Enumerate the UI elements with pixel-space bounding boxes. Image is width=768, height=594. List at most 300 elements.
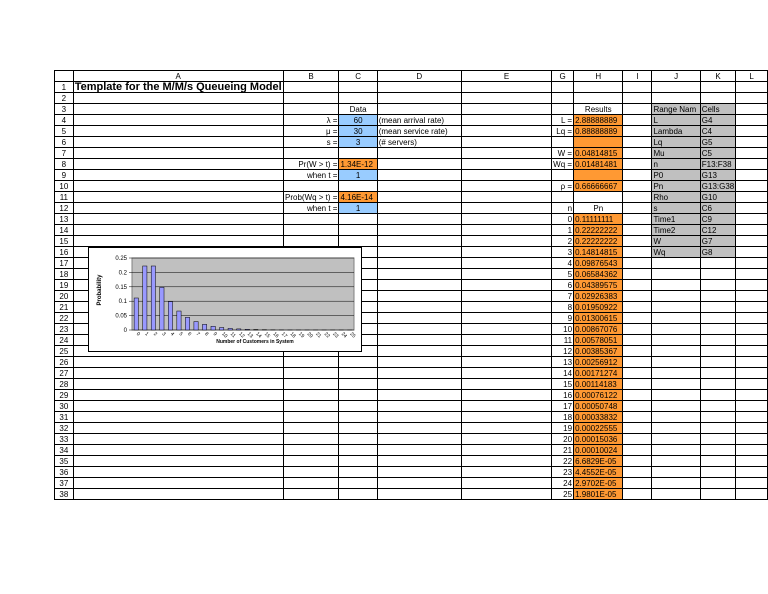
- row-number[interactable]: 29: [55, 390, 74, 401]
- sheet-cell[interactable]: [377, 148, 461, 159]
- sheet-cell[interactable]: [700, 390, 735, 401]
- sheet-cell[interactable]: [623, 478, 652, 489]
- sheet-cell[interactable]: [623, 489, 652, 500]
- sheet-cell[interactable]: [552, 82, 574, 93]
- sheet-cell[interactable]: [574, 93, 623, 104]
- column-header-d[interactable]: D: [377, 71, 461, 82]
- sheet-cell[interactable]: [461, 159, 551, 170]
- sheet-cell[interactable]: [73, 115, 283, 126]
- pn-value-4[interactable]: 0.09876543: [574, 258, 623, 269]
- n-value-17[interactable]: 17: [552, 401, 574, 412]
- row-number[interactable]: 16: [55, 247, 74, 258]
- sheet-cell[interactable]: [377, 346, 461, 357]
- sheet-cell[interactable]: [73, 412, 283, 423]
- sheet-cell[interactable]: [73, 104, 283, 115]
- n-value-5[interactable]: 5: [552, 269, 574, 280]
- sheet-cell[interactable]: [377, 82, 461, 93]
- prw-label[interactable]: Pr(W > t) =: [283, 159, 339, 170]
- range-name-5[interactable]: P0: [652, 170, 700, 181]
- probwq-label[interactable]: Prob(Wq > t) =: [285, 192, 338, 202]
- sheet-cell[interactable]: [283, 104, 339, 115]
- sheet-cell[interactable]: [736, 302, 768, 313]
- sheet-cell[interactable]: [736, 104, 768, 115]
- sheet-cell[interactable]: [377, 478, 461, 489]
- sheet-cell[interactable]: [461, 335, 551, 346]
- results-header[interactable]: Results: [574, 104, 623, 115]
- range-name-0[interactable]: L: [652, 115, 700, 126]
- sheet-cell[interactable]: [461, 412, 551, 423]
- when-t-value[interactable]: 1: [339, 170, 377, 181]
- sheet-cell[interactable]: [552, 104, 574, 115]
- row-number[interactable]: 8: [55, 159, 74, 170]
- mu-label[interactable]: μ =: [283, 126, 339, 137]
- sheet-cell[interactable]: [283, 401, 339, 412]
- sheet-cell[interactable]: [623, 258, 652, 269]
- pn-value-10[interactable]: 0.00867076: [574, 324, 623, 335]
- pn-value-7[interactable]: 0.02926383: [574, 291, 623, 302]
- sheet-cell[interactable]: [377, 489, 461, 500]
- sheet-cell[interactable]: [700, 379, 735, 390]
- row-number[interactable]: 18: [55, 269, 74, 280]
- n-value-20[interactable]: 20: [552, 434, 574, 445]
- sheet-cell[interactable]: [652, 313, 700, 324]
- sheet-cell[interactable]: [339, 467, 377, 478]
- sheet-cell[interactable]: [652, 346, 700, 357]
- sheet-cell[interactable]: [736, 258, 768, 269]
- sheet-cell[interactable]: [377, 170, 461, 181]
- sheet-cell[interactable]: [283, 478, 339, 489]
- sheet-cell[interactable]: [736, 412, 768, 423]
- sheet-cell[interactable]: [736, 247, 768, 258]
- sheet-cell[interactable]: [736, 82, 768, 93]
- n-value-13[interactable]: 13: [552, 357, 574, 368]
- sheet-cell[interactable]: [736, 170, 768, 181]
- sheet-cell[interactable]: [377, 401, 461, 412]
- range-name-3[interactable]: Mu: [652, 148, 700, 159]
- sheet-cell[interactable]: [736, 126, 768, 137]
- sheet-cell[interactable]: [700, 313, 735, 324]
- sheet-cell[interactable]: [461, 137, 551, 148]
- sheet-cell[interactable]: [736, 225, 768, 236]
- sheet-cell[interactable]: [700, 302, 735, 313]
- sheet-cell[interactable]: [73, 203, 283, 214]
- row-number[interactable]: 31: [55, 412, 74, 423]
- sheet-cell[interactable]: [652, 478, 700, 489]
- n-value-18[interactable]: 18: [552, 412, 574, 423]
- n-value-12[interactable]: 12: [552, 346, 574, 357]
- row-number[interactable]: 17: [55, 258, 74, 269]
- range-cell-4[interactable]: F13:F38: [700, 159, 735, 170]
- sheet-cell[interactable]: [736, 313, 768, 324]
- sheet-cell[interactable]: [461, 82, 551, 93]
- range-name-11[interactable]: W: [652, 236, 700, 247]
- sheet-cell[interactable]: [73, 456, 283, 467]
- sheet-cell[interactable]: [736, 93, 768, 104]
- sheet-cell[interactable]: [652, 258, 700, 269]
- sheet-cell[interactable]: [736, 203, 768, 214]
- sheet-cell[interactable]: [73, 236, 283, 247]
- range-cell-3[interactable]: C5: [700, 148, 735, 159]
- range-name-7[interactable]: Rho: [652, 192, 700, 203]
- pn-value-0[interactable]: 0.11111111: [574, 214, 623, 225]
- sheet-cell[interactable]: [377, 236, 461, 247]
- row-number[interactable]: 7: [55, 148, 74, 159]
- sheet-cell[interactable]: [73, 445, 283, 456]
- n-value-10[interactable]: 10: [552, 324, 574, 335]
- sheet-cell[interactable]: [736, 434, 768, 445]
- sheet-cell[interactable]: [461, 203, 551, 214]
- pn-value-21[interactable]: 0.00010024: [574, 445, 623, 456]
- sheet-cell[interactable]: [623, 324, 652, 335]
- sheet-cell[interactable]: [736, 346, 768, 357]
- probability-chart[interactable]: [88, 247, 362, 352]
- sheet-cell[interactable]: [339, 401, 377, 412]
- s-value[interactable]: 3: [339, 137, 377, 148]
- pn-value-17[interactable]: 0.00050748: [574, 401, 623, 412]
- sheet-cell[interactable]: [283, 467, 339, 478]
- row-number[interactable]: 24: [55, 335, 74, 346]
- row-number[interactable]: 19: [55, 280, 74, 291]
- n-value-23[interactable]: 23: [552, 467, 574, 478]
- sheet-cell[interactable]: [652, 412, 700, 423]
- sheet-cell[interactable]: [283, 148, 339, 159]
- sheet-cell[interactable]: [73, 423, 283, 434]
- range-cell-8[interactable]: C6: [700, 203, 735, 214]
- W-value[interactable]: 0.04814815: [574, 148, 623, 159]
- sheet-cell[interactable]: [736, 148, 768, 159]
- sheet-cell[interactable]: [73, 225, 283, 236]
- row-number[interactable]: 37: [55, 478, 74, 489]
- rho-value[interactable]: 0.66666667: [574, 181, 623, 192]
- sheet-cell[interactable]: [377, 104, 461, 115]
- sheet-cell[interactable]: [652, 489, 700, 500]
- sheet-cell[interactable]: [652, 335, 700, 346]
- sheet-cell[interactable]: [623, 159, 652, 170]
- sheet-cell[interactable]: [461, 181, 551, 192]
- sheet-cell[interactable]: [339, 445, 377, 456]
- sheet-cell[interactable]: [73, 357, 283, 368]
- Wq-label[interactable]: Wq =: [553, 159, 573, 169]
- sheet-cell[interactable]: [736, 159, 768, 170]
- when-t2-value[interactable]: 1: [339, 203, 377, 214]
- pn-value-9[interactable]: 0.01300615: [574, 313, 623, 324]
- sheet-cell[interactable]: [283, 181, 339, 192]
- sheet-cell[interactable]: [283, 236, 339, 247]
- sheet-cell[interactable]: [339, 434, 377, 445]
- sheet-cell[interactable]: [623, 104, 652, 115]
- sheet-cell[interactable]: [461, 192, 551, 203]
- sheet-cell[interactable]: [377, 445, 461, 456]
- sheet-cell[interactable]: [736, 192, 768, 203]
- sheet-cell[interactable]: [652, 368, 700, 379]
- sheet-cell[interactable]: [700, 401, 735, 412]
- sheet-cell[interactable]: [461, 280, 551, 291]
- n-value-6[interactable]: 6: [552, 280, 574, 291]
- row-number[interactable]: 9: [55, 170, 74, 181]
- sheet-cell[interactable]: [377, 280, 461, 291]
- pn-value-22[interactable]: 6.6829E-05: [574, 456, 623, 467]
- sheet-cell[interactable]: [623, 225, 652, 236]
- sheet-cell[interactable]: [700, 291, 735, 302]
- sheet-cell[interactable]: [339, 489, 377, 500]
- sheet-cell[interactable]: [283, 412, 339, 423]
- sheet-cell[interactable]: [700, 82, 735, 93]
- sheet-cell[interactable]: [377, 181, 461, 192]
- n-value-3[interactable]: 3: [552, 247, 574, 258]
- sheet-cell[interactable]: [339, 225, 377, 236]
- sheet-cell[interactable]: [283, 82, 339, 93]
- sheet-cell[interactable]: [377, 203, 461, 214]
- range-name-12[interactable]: Wq: [652, 247, 700, 258]
- sheet-cell[interactable]: [736, 478, 768, 489]
- sheet-cell[interactable]: [652, 82, 700, 93]
- n-value-22[interactable]: 22: [552, 456, 574, 467]
- when-t2-label[interactable]: when t =: [283, 203, 339, 214]
- column-header-c[interactable]: C: [339, 71, 377, 82]
- sheet-cell[interactable]: [339, 456, 377, 467]
- column-header-l[interactable]: L: [736, 71, 768, 82]
- row-number[interactable]: 11: [55, 192, 74, 203]
- sheet-cell[interactable]: [700, 412, 735, 423]
- n-value-1[interactable]: 1: [552, 225, 574, 236]
- sheet-cell[interactable]: [736, 390, 768, 401]
- column-header-h[interactable]: H: [574, 71, 623, 82]
- sheet-cell[interactable]: [623, 390, 652, 401]
- row-number[interactable]: 6: [55, 137, 74, 148]
- column-header-b[interactable]: B: [283, 71, 339, 82]
- sheet-cell[interactable]: [377, 291, 461, 302]
- sheet-cell[interactable]: [623, 192, 652, 203]
- sheet-cell[interactable]: [73, 368, 283, 379]
- sheet-cell[interactable]: [736, 456, 768, 467]
- sheet-cell[interactable]: [73, 148, 283, 159]
- sheet-cell[interactable]: [700, 258, 735, 269]
- sheet-cell[interactable]: [623, 291, 652, 302]
- Wq-value[interactable]: 0.01481481: [574, 159, 623, 170]
- sheet-cell[interactable]: [461, 478, 551, 489]
- sheet-cell[interactable]: [652, 269, 700, 280]
- sheet-cell[interactable]: [623, 434, 652, 445]
- sheet-cell[interactable]: [623, 412, 652, 423]
- sheet-cell[interactable]: [652, 379, 700, 390]
- sheet-cell[interactable]: [377, 434, 461, 445]
- sheet-cell[interactable]: [377, 390, 461, 401]
- sheet-cell[interactable]: [623, 148, 652, 159]
- sheet-cell[interactable]: [73, 390, 283, 401]
- sheet-cell[interactable]: [700, 368, 735, 379]
- sheet-cell[interactable]: [623, 93, 652, 104]
- sheet-cell[interactable]: [623, 456, 652, 467]
- pn-value-6[interactable]: 0.04389575: [574, 280, 623, 291]
- sheet-cell[interactable]: [700, 346, 735, 357]
- row-number[interactable]: 14: [55, 225, 74, 236]
- sheet-cell[interactable]: [736, 489, 768, 500]
- sheet-cell[interactable]: [461, 225, 551, 236]
- sheet-cell[interactable]: [700, 445, 735, 456]
- lambda-desc[interactable]: (mean arrival rate): [377, 115, 461, 126]
- row-number[interactable]: 3: [55, 104, 74, 115]
- range-name-10[interactable]: Time2: [652, 225, 700, 236]
- sheet-cell[interactable]: [461, 456, 551, 467]
- sheet-cell[interactable]: [377, 225, 461, 236]
- sheet-cell[interactable]: [623, 170, 652, 181]
- row-number[interactable]: 15: [55, 236, 74, 247]
- sheet-cell[interactable]: [574, 82, 623, 93]
- range-cell-6[interactable]: G13:G38: [701, 181, 735, 191]
- sheet-cell[interactable]: [461, 489, 551, 500]
- sheet-cell[interactable]: [652, 467, 700, 478]
- sheet-cell[interactable]: [461, 368, 551, 379]
- sheet-cell[interactable]: [461, 247, 551, 258]
- sheet-cell[interactable]: [700, 324, 735, 335]
- n-value-19[interactable]: 19: [552, 423, 574, 434]
- sheet-cell[interactable]: [623, 423, 652, 434]
- sheet-cell[interactable]: [623, 269, 652, 280]
- sheet-cell[interactable]: [461, 148, 551, 159]
- sheet-cell[interactable]: [623, 280, 652, 291]
- sheet-cell[interactable]: [283, 379, 339, 390]
- n-value-11[interactable]: 11: [552, 335, 574, 346]
- sheet-cell[interactable]: [700, 434, 735, 445]
- row-number[interactable]: 35: [55, 456, 74, 467]
- sheet-cell[interactable]: [700, 423, 735, 434]
- sheet-cell[interactable]: [73, 489, 283, 500]
- row-number[interactable]: 28: [55, 379, 74, 390]
- pn-value-14[interactable]: 0.00171274: [574, 368, 623, 379]
- sheet-cell[interactable]: [283, 445, 339, 456]
- sheet-cell[interactable]: [339, 478, 377, 489]
- pn-value-18[interactable]: 0.00033832: [574, 412, 623, 423]
- row-number[interactable]: 32: [55, 423, 74, 434]
- pn-value-13[interactable]: 0.00256912: [574, 357, 623, 368]
- sheet-cell[interactable]: [461, 236, 551, 247]
- sheet-cell[interactable]: [736, 357, 768, 368]
- sheet-cell[interactable]: [377, 258, 461, 269]
- n-value-7[interactable]: 7: [552, 291, 574, 302]
- sheet-cell[interactable]: [283, 225, 339, 236]
- sheet-cell[interactable]: [652, 280, 700, 291]
- range-cell-1[interactable]: C4: [700, 126, 735, 137]
- sheet-cell[interactable]: [700, 93, 735, 104]
- sheet-cell[interactable]: [339, 412, 377, 423]
- range-name-6[interactable]: Pn: [652, 181, 700, 192]
- sheet-cell[interactable]: [736, 368, 768, 379]
- sheet-cell[interactable]: [339, 214, 377, 225]
- sheet-cell[interactable]: [700, 269, 735, 280]
- sheet-cell[interactable]: [73, 137, 283, 148]
- sheet-cell[interactable]: [377, 192, 461, 203]
- sheet-cell[interactable]: [623, 214, 652, 225]
- sheet-cell[interactable]: [73, 434, 283, 445]
- range-name-4[interactable]: n: [652, 159, 700, 170]
- sheet-cell[interactable]: [461, 313, 551, 324]
- row-number[interactable]: 2: [55, 93, 74, 104]
- sheet-cell[interactable]: [461, 434, 551, 445]
- sheet-cell[interactable]: [73, 192, 283, 203]
- range-cell-2[interactable]: G5: [700, 137, 735, 148]
- n-value-25[interactable]: 25: [552, 489, 574, 500]
- n-value-8[interactable]: 8: [552, 302, 574, 313]
- sheet-cell[interactable]: [461, 291, 551, 302]
- mu-value[interactable]: 30: [339, 126, 377, 137]
- sheet-cell[interactable]: [736, 401, 768, 412]
- sheet-cell[interactable]: [461, 115, 551, 126]
- sheet-cell[interactable]: [652, 434, 700, 445]
- row-number[interactable]: 13: [55, 214, 74, 225]
- lambda-label[interactable]: λ =: [283, 115, 339, 126]
- row-number[interactable]: 4: [55, 115, 74, 126]
- sheet-cell[interactable]: [736, 280, 768, 291]
- sheet-cell[interactable]: [461, 104, 551, 115]
- pn-value-8[interactable]: 0.01950922: [574, 302, 623, 313]
- Lq-value[interactable]: 0.88888889: [574, 126, 623, 137]
- sheet-cell[interactable]: [623, 467, 652, 478]
- sheet-cell[interactable]: [283, 489, 339, 500]
- row-number[interactable]: 38: [55, 489, 74, 500]
- pn-value-25[interactable]: 1.9801E-05: [574, 489, 623, 500]
- prw-value[interactable]: 1.34E-12: [339, 159, 377, 170]
- sheet-cell[interactable]: [574, 192, 623, 203]
- sheet-cell[interactable]: [283, 390, 339, 401]
- sheet-cell[interactable]: [377, 269, 461, 280]
- n-value-24[interactable]: 24: [552, 478, 574, 489]
- column-header-k[interactable]: K: [700, 71, 735, 82]
- sheet-cell[interactable]: [623, 379, 652, 390]
- L-value[interactable]: 2.88888889: [574, 115, 623, 126]
- sheet-cell[interactable]: [700, 456, 735, 467]
- L-label[interactable]: L =: [552, 115, 574, 126]
- sheet-cell[interactable]: [736, 291, 768, 302]
- pn-value-11[interactable]: 0.00578051: [574, 335, 623, 346]
- sheet-cell[interactable]: [377, 357, 461, 368]
- cells-header[interactable]: Cells: [700, 104, 735, 115]
- sheet-cell[interactable]: [652, 445, 700, 456]
- sheet-cell[interactable]: [461, 269, 551, 280]
- n-value-15[interactable]: 15: [552, 379, 574, 390]
- sheet-cell[interactable]: [461, 324, 551, 335]
- sheet-cell[interactable]: [623, 445, 652, 456]
- column-header-e[interactable]: E: [461, 71, 551, 82]
- sheet-cell[interactable]: [700, 335, 735, 346]
- sheet-cell[interactable]: [339, 357, 377, 368]
- sheet-cell[interactable]: [623, 203, 652, 214]
- n-value-21[interactable]: 21: [552, 445, 574, 456]
- row-number[interactable]: 27: [55, 368, 74, 379]
- data-header[interactable]: Data: [339, 104, 377, 115]
- sheet-cell[interactable]: [700, 280, 735, 291]
- sheet-cell[interactable]: [377, 467, 461, 478]
- sheet-cell[interactable]: [461, 93, 551, 104]
- sheet-cell[interactable]: [377, 423, 461, 434]
- sheet-cell[interactable]: [377, 456, 461, 467]
- sheet-cell[interactable]: [623, 346, 652, 357]
- sheet-cell[interactable]: [461, 357, 551, 368]
- column-header-i[interactable]: I: [623, 71, 652, 82]
- sheet-cell[interactable]: [623, 401, 652, 412]
- sheet-cell[interactable]: [339, 148, 377, 159]
- s-desc[interactable]: (# servers): [377, 137, 461, 148]
- sheet-cell[interactable]: [623, 181, 652, 192]
- sheet-cell[interactable]: [623, 137, 652, 148]
- sheet-cell[interactable]: [73, 126, 283, 137]
- sheet-cell[interactable]: [377, 368, 461, 379]
- sheet-cell[interactable]: [283, 456, 339, 467]
- sheet-cell[interactable]: [73, 214, 283, 225]
- pn-value-1[interactable]: 0.22222222: [574, 225, 623, 236]
- row-number[interactable]: 22: [55, 313, 74, 324]
- sheet-cell[interactable]: [377, 302, 461, 313]
- range-cell-7[interactable]: G10: [700, 192, 735, 203]
